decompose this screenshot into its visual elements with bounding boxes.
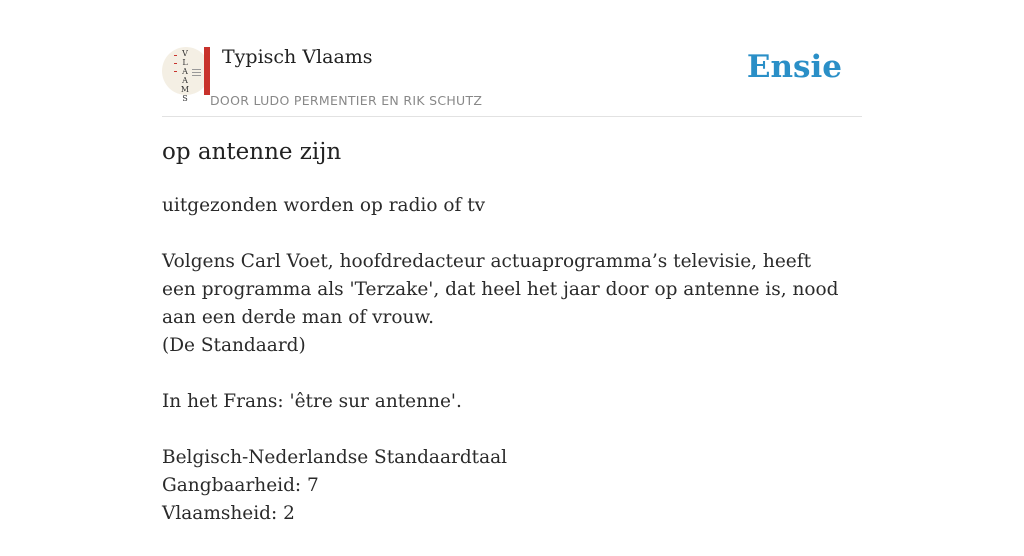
entry-vlaamsheid: Vlaamsheid: 2 (162, 503, 295, 524)
entry-term: op antenne zijn (162, 139, 342, 165)
entry-example: Volgens Carl Voet, hoofdredacteur actuaprogramma’s televisie, heeft een programma als 'Terzake', dat heel het jaar door op antenne is, nood aan een derde man of vrouw. (162, 251, 839, 328)
entry-content (162, 192, 842, 556)
book-title[interactable]: Typisch Vlaams (222, 46, 373, 68)
book-header (162, 44, 862, 117)
entry-category: Belgisch-Nederlandse Standaardtaal (162, 447, 508, 468)
entry-gangbaarheid: Gangbaarheid: 7 (162, 475, 319, 496)
cover-red-stripe (204, 47, 210, 95)
entry-example-block (162, 248, 842, 360)
ensie-logo-link[interactable]: Ensie (746, 49, 842, 85)
entry-metadata (162, 444, 842, 528)
cover-red-mark (174, 55, 177, 56)
cover-letters: V L A A M S (180, 49, 190, 103)
cover-red-mark (174, 63, 177, 64)
entry-definition: uitgezonden worden op radio of tv (162, 195, 486, 216)
book-authors: DOOR LUDO PERMENTIER EN RIK SCHUTZ (210, 93, 483, 108)
cover-red-mark (174, 71, 177, 72)
entry-source: (De Standaard) (162, 335, 306, 356)
cover-text-lines (192, 69, 201, 78)
book-cover-image[interactable] (162, 47, 210, 103)
entry-french: In het Frans: 'être sur antenne'. (162, 391, 462, 412)
